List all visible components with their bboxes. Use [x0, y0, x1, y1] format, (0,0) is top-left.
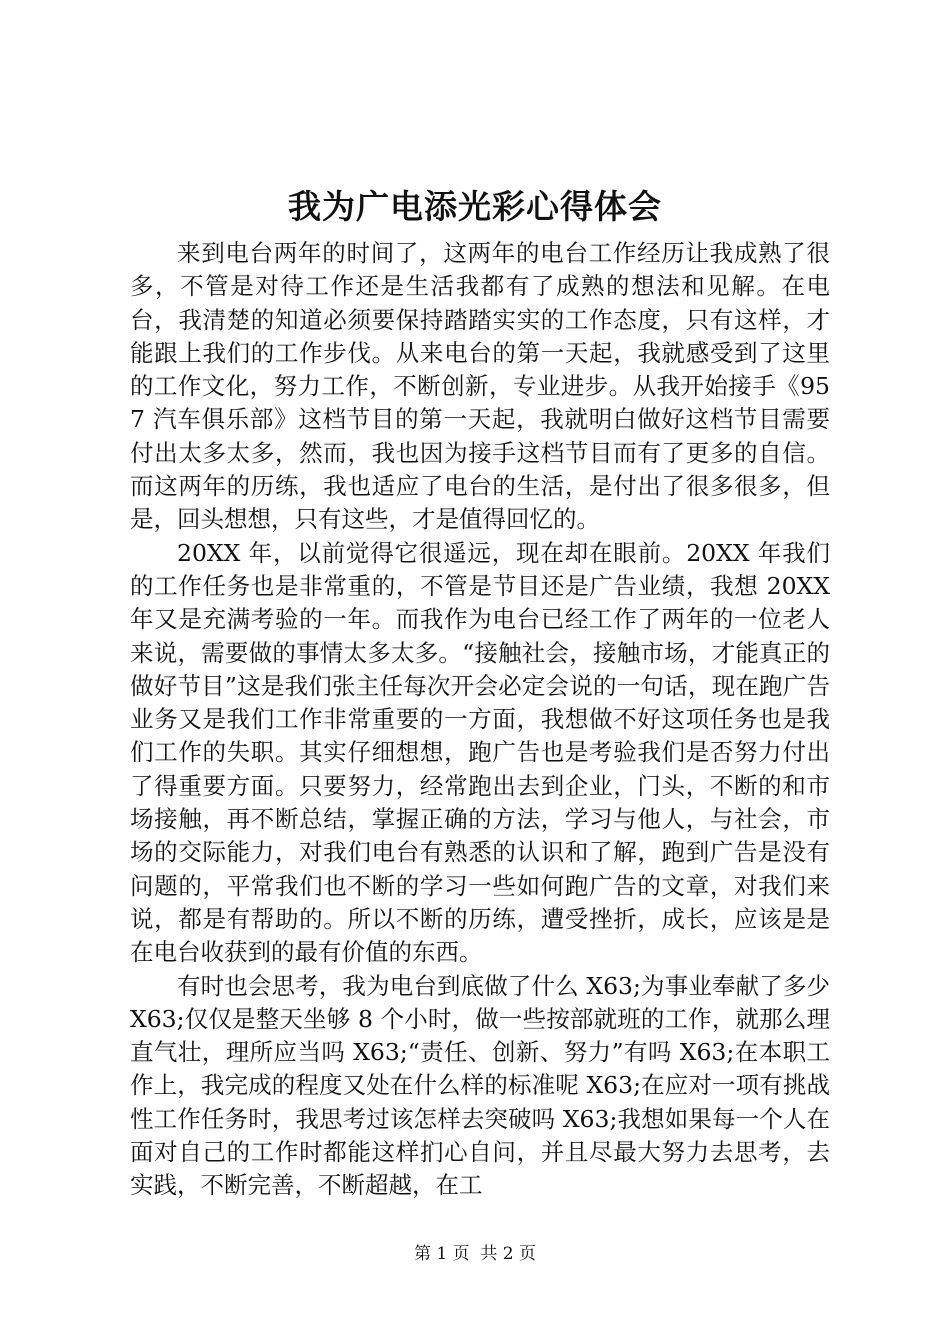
page-title: 我为广电添光彩心得体会	[288, 187, 662, 226]
paragraph-2: 20XX 年，以前觉得它很遥远，现在却在眼前。20XX 年我们的工作任务也是非常重的，不管是节目还是广告业绩，我想 20XX 年又是充满考验的一年。而我作为电台已经工作了两年的一位老人来说，需要做的事情太多太多。“接触社会，接触市场，才能真正的做好节目”这是我们张主任每次开会必定会说的一句话，现在跑广告业务又是我们工作非常重要的一方面，我想做不好这项任务也是我们工作的失职。其实仔细想想，跑广告也是考验我们是否努力付出了得重要方面。只要努力，经常跑出去到企业，门头，不断的和市场接触，再不断总结，掌握正确的方法，学习与他人，与社会，市场的交际能力，对我们电台有熟悉的认识和了解，跑到广告是没有问题的，平常我们也不断的学习一些如何跑广告的文章，对我们来说，都是有帮助的。所以不断的历练，遭受挫折，成长，应该是是在电台收获到的最有价值的东西。	[130, 538, 830, 967]
paragraph-3: 有时也会思考，我为电台到底做了什么 X63;为事业奉献了多少 X63;仅仅是整天坐够 8 个小时，做一些按部就班的工作，就那么理直气壮，理所应当吗 X63;“责任、创新、努力”有吗 X63;在本职工作上，我完成的程度又处在什么样的标准呢 X63;在应对一项有挑战性工作任务时，我思考过该怎样去突破吗 X63;我想如果每一个人在面对自己的工作时都能这样扪心自问，并且尽最大努力去思考，去实践，不断完善，不断超越，在工	[130, 971, 830, 1200]
page-footer: 第 1 页 共 2 页	[413, 1244, 537, 1264]
paragraph-1: 来到电台两年的时间了，这两年的电台工作经历让我成熟了很多，不管是对待工作还是生活我都有了成熟的想法和见解。在电台，我清楚的知道必须要保持踏踏实实的工作态度，只有这样，才能跟上我们的工作步伐。从来电台的第一天起，我就感受到了这里的工作文化，努力工作，不断创新，专业进步。从我开始接手《957 汽车俱乐部》这档节目的第一天起，我就明白做好这档节目需要付出太多太多，然而，我也因为接手这档节目而有了更多的自信。而这两年的历练，我也适应了电台的生活，是付出了很多很多，但是，回头想想，只有这些，才是值得回忆的。	[130, 239, 830, 534]
document-body	[130, 237, 830, 1203]
